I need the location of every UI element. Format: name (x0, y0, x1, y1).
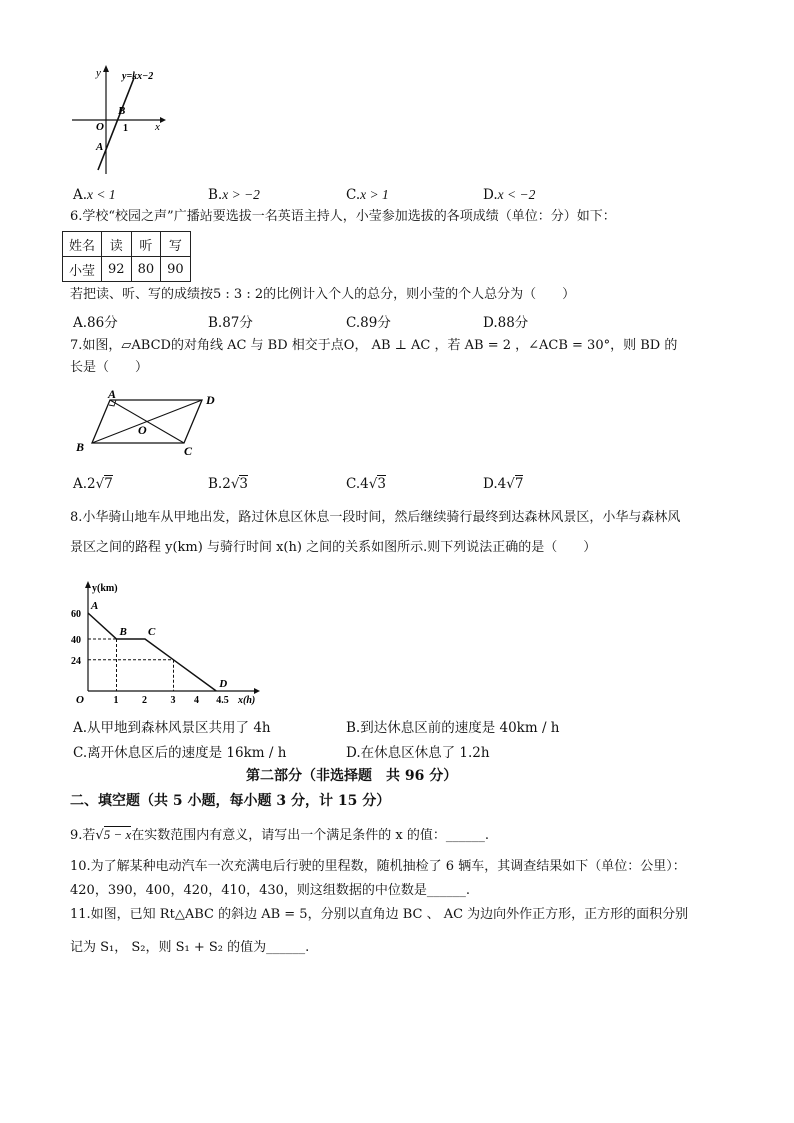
x-axis-label: x(h) (238, 695, 256, 706)
q8-option-a: A.从甲地到森林风景区共用了 4h (73, 720, 271, 736)
q10-line2: 420，390，400，420，410，430，则这组数据的中位数是______. (70, 883, 471, 898)
q6-option-d: D.88分 (483, 315, 529, 331)
q7-line2: 长是（ ） (70, 360, 149, 375)
origin-label: O (96, 121, 104, 133)
point-b-label: B (118, 105, 126, 117)
q6-score-table (62, 231, 191, 282)
sqrt-icon: √ (368, 476, 378, 492)
header-listen: 听 (131, 232, 161, 257)
parallelogram-figure (72, 388, 242, 458)
header-write: 写 (161, 232, 191, 257)
y-axis-label: y(km) (92, 583, 118, 594)
x-axis-arrow (254, 688, 260, 694)
q11-line1: 11.如图，已知 Rt△ABC 的斜边 AB = 5，分别以直角边 BC 、 AC 为边向外作正方形，正方形的面积分别 (70, 907, 689, 922)
sqrt-icon: √ (95, 476, 105, 492)
point-label-d: D (219, 678, 228, 690)
q6-text2: 若把读、听、写的成绩按5 : 3 : 2的比例计入个人的总分，则小莹的个人总分为（ ） (70, 287, 576, 302)
y-axis-arrow (103, 65, 109, 72)
q7-option-c: C.4√3 (346, 476, 386, 492)
q7-option-d: D.4√7 (483, 476, 524, 492)
q7-line1: 7.如图，▱ABCD的对角线 AC 与 BD 相交于点O， AB ⊥ AC ，若 AB = 2 ，∠ACB = 30°，则 BD 的 (70, 338, 678, 353)
q9-text: 9.若√5 − x在实数范围内有意义，请写出一个满足条件的 x 的值：______. (70, 827, 489, 843)
sqrt-icon: √ (95, 828, 104, 843)
sqrt-icon: √ (230, 476, 240, 492)
table-header-row (63, 232, 191, 257)
x-tick-label: 3 (170, 695, 176, 706)
x-tick-label: 2 (142, 695, 147, 706)
sqrt-icon: √ (506, 476, 515, 492)
q5-option-d: D.x < −2 (483, 187, 536, 203)
y-tick-label: 60 (71, 609, 81, 620)
q8-option-d: D.在休息区休息了 1.2h (346, 745, 490, 761)
part2-title: 第二部分（非选择题 共 96 分） (246, 768, 458, 784)
cell-read: 92 (102, 257, 132, 282)
header-name: 姓名 (63, 232, 102, 257)
q5-option-b: B.x > −2 (208, 187, 260, 203)
q6-text: 6.学校“校园之声”广播站要选拔一名英语主持人，小莹参加选拔的各项成绩（单位：分）如下： (70, 209, 616, 224)
distance-time-chart (68, 578, 268, 713)
q7-option-a: A.2√7 (73, 476, 113, 492)
q11-line2: 记为 S₁， S₂，则 S₁ + S₂ 的值为______. (70, 940, 310, 955)
label-c: C (184, 444, 193, 458)
q10-line1: 10.为了解某种电动汽车一次充满电后行驶的里程数，随机抽检了 6 辆车，其调查结果如下（单位：公里）： (70, 859, 686, 874)
y-tick-label: 40 (71, 635, 81, 646)
y-axis-label: y (96, 67, 101, 79)
cell-name: 小莹 (63, 257, 102, 282)
q8-line2: 景区之间的路程 y(km) 与骑行时间 x(h) 之间的关系如图所示.则下列说法正确的是（ ） (70, 540, 597, 555)
q5-option-a: A.x < 1 (73, 187, 116, 203)
q8-line1: 8.小华骑山地车从甲地出发，路过休息区休息一段时间，然后继续骑行最终到达森林风景区，小华与森林风 (70, 510, 681, 525)
x-tick-label: 4 (194, 695, 199, 706)
cell-write: 90 (161, 257, 191, 282)
label-d: D (206, 393, 215, 407)
q6-option-b: B.87分 (208, 315, 253, 331)
y-tick-label: 24 (71, 655, 81, 667)
origin-label: O (76, 694, 84, 706)
label-o: O (138, 423, 147, 437)
point-a-label: A (96, 141, 104, 153)
q6-option-c: C.89分 (346, 315, 391, 331)
point-label-b: B (119, 626, 127, 638)
table-row (63, 257, 191, 282)
x-tick-label: 4.5 (216, 695, 229, 706)
q7-option-b: B.2√3 (208, 476, 249, 492)
header-read: 读 (102, 232, 132, 257)
diagonal-bd (92, 400, 202, 443)
series-line (88, 613, 216, 691)
q8-option-c: C.离开休息区后的速度是 16km / h (73, 745, 287, 761)
tick-1-label: 1 (123, 123, 128, 134)
point-label-a: A (91, 600, 99, 612)
q5-option-c: C.x > 1 (346, 187, 389, 203)
linear-function-graph (68, 62, 168, 177)
equation-label: y=kx−2 (122, 71, 154, 82)
q6-option-a: A.86分 (73, 315, 118, 331)
x-axis-arrow (160, 117, 166, 123)
q8-option-b: B.到达休息区前的速度是 40km / h (346, 720, 560, 736)
y-axis-arrow (85, 581, 91, 588)
label-b: B (76, 440, 85, 454)
label-a: A (108, 388, 117, 401)
x-axis-label: x (155, 121, 160, 133)
section-fill-in: 二、填空题（共 5 小题，每小题 3 分，计 15 分） (70, 793, 391, 809)
point-label-c: C (148, 626, 156, 638)
x-tick-label: 1 (113, 695, 119, 706)
cell-listen: 80 (131, 257, 161, 282)
